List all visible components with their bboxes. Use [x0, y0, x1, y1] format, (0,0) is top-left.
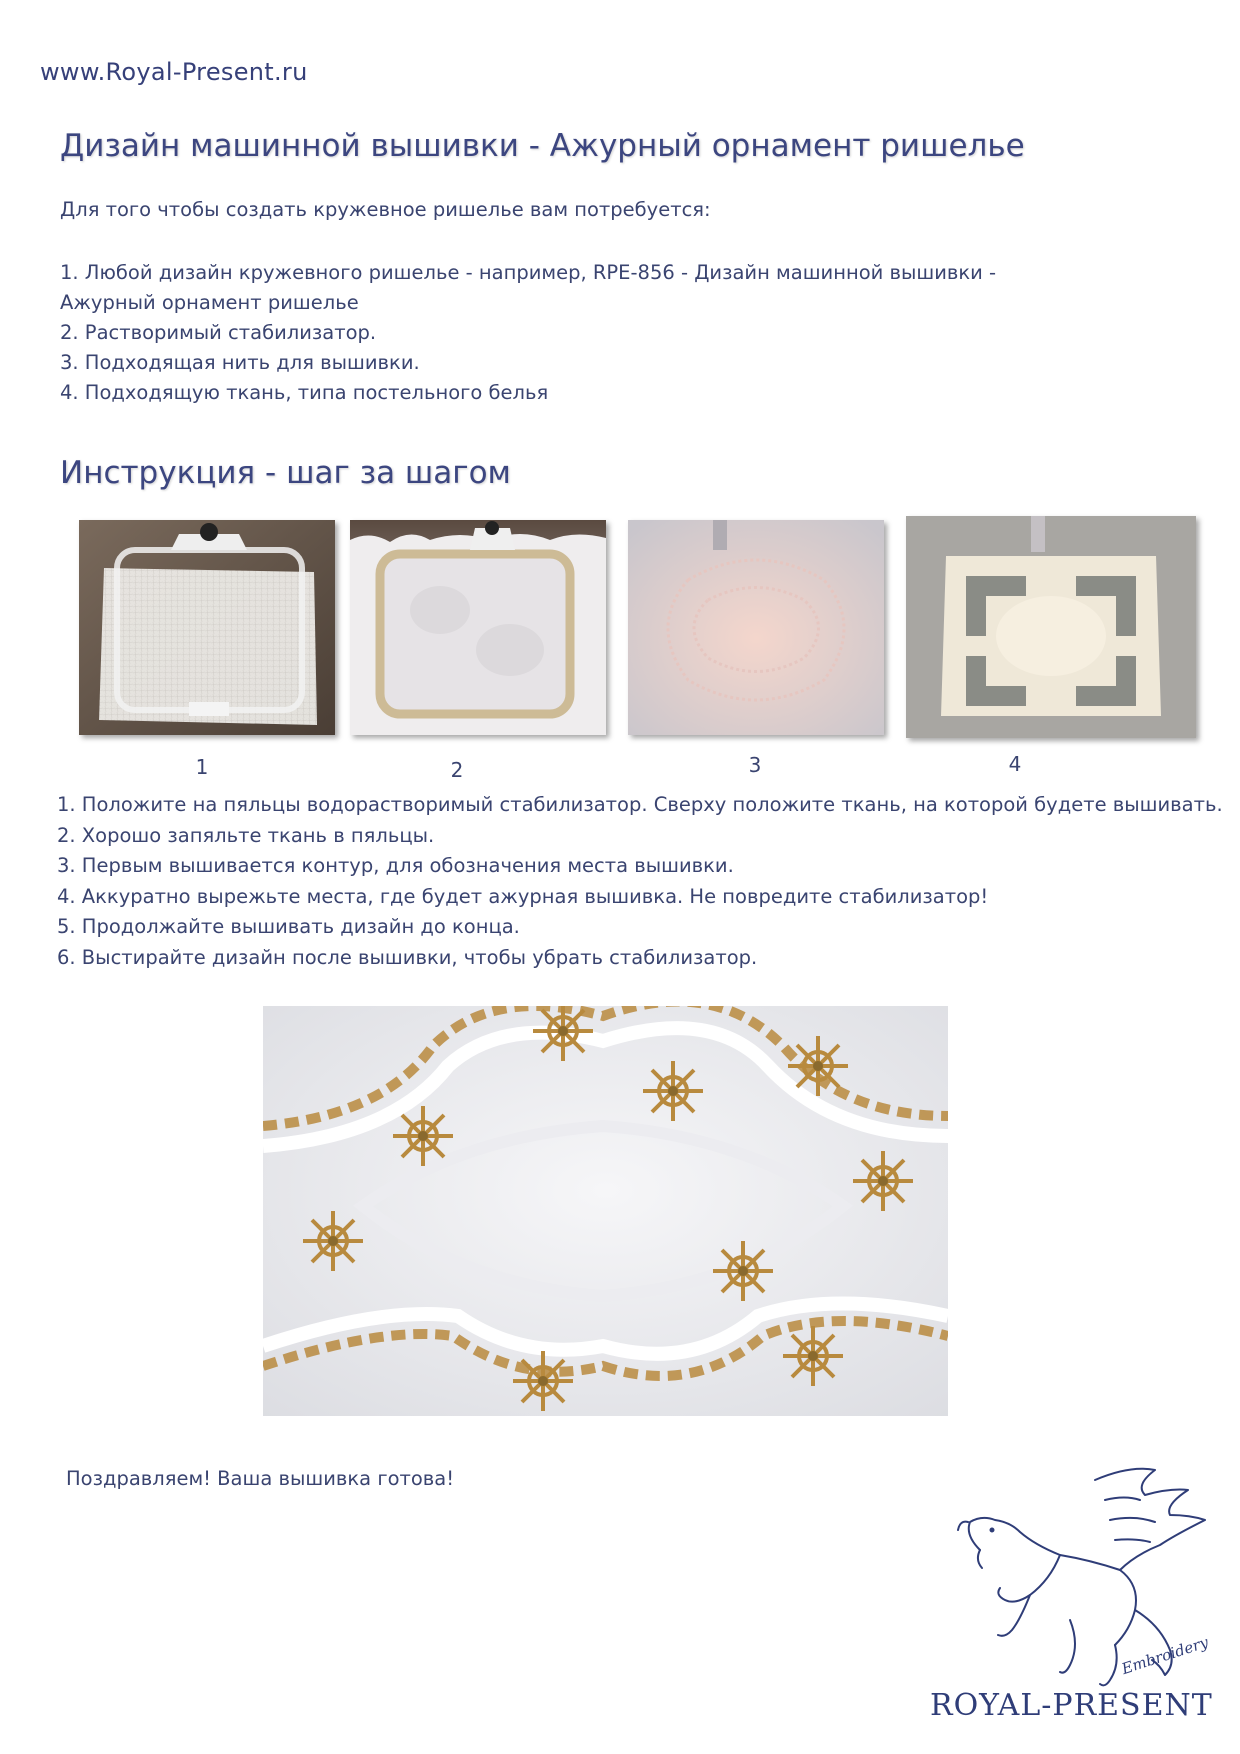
- step-item: 3. Первым вышивается контур, для обозначения места вышивки.: [57, 854, 734, 877]
- requirement-item: 3. Подходящая нить для вышивки.: [60, 351, 420, 374]
- requirement-item: 1. Любой дизайн кружевного ришелье - например, RPE-856 - Дизайн машинной вышивки -: [60, 261, 997, 284]
- step-number-4: 4: [1008, 752, 1022, 776]
- step-number-3: 3: [748, 753, 762, 777]
- final-message: Поздравляем! Ваша вышивка готова!: [66, 1467, 455, 1490]
- step-photo-3: [628, 520, 884, 735]
- site-url[interactable]: www.Royal-Present.ru: [40, 58, 308, 86]
- requirement-item: Ажурный орнамент ришелье: [60, 291, 359, 314]
- logo-brand: ROYAL-PRESENT: [930, 1688, 1213, 1723]
- step-item: 1. Положите на пяльцы водорастворимый стабилизатор. Сверху положите ткань, на которой будете вышивать.: [57, 793, 1223, 816]
- cutout-image: [906, 516, 1196, 738]
- step-item: 5. Продолжайте вышивать дизайн до конца.: [57, 915, 520, 938]
- intro-text: Для того чтобы создать кружевное ришелье вам потребуется:: [60, 198, 711, 221]
- step-number-2: 2: [450, 758, 464, 782]
- step-number-1: 1: [195, 755, 209, 779]
- instructions-title: Инструкция - шаг за шагом: [60, 455, 511, 491]
- page-title: Дизайн машинной вышивки - Ажурный орнамент ришелье: [60, 128, 1025, 164]
- requirement-item: 2. Растворимый стабилизатор.: [60, 321, 377, 344]
- hoop-stabilizer-image: [79, 520, 335, 735]
- step-item: 2. Хорошо запяльте ткань в пяльцы.: [57, 823, 435, 847]
- step-photo-1: [79, 520, 335, 735]
- finished-embroidery-photo: [263, 1006, 948, 1416]
- requirements-list: [60, 258, 1040, 408]
- logo-subtitle: Embroidery: [1119, 1633, 1211, 1678]
- requirement-item: 4. Подходящую ткань, типа постельного белья: [60, 381, 549, 404]
- fabric-hoop-image: [350, 520, 606, 735]
- steps-list: [57, 790, 1237, 973]
- step-item: 4. Аккуратно вырежьте места, где будет ажурная вышивка. Не повредите стабилизатор!: [57, 884, 989, 908]
- step-item: 6. Выстирайте дизайн после вышивки, чтобы убрать стабилизатор.: [57, 945, 758, 969]
- step-photo-2: [350, 520, 606, 735]
- finished-embroidery-image: [263, 1006, 948, 1416]
- step-photo-4: [906, 516, 1196, 738]
- contour-stitching-image: [628, 520, 884, 735]
